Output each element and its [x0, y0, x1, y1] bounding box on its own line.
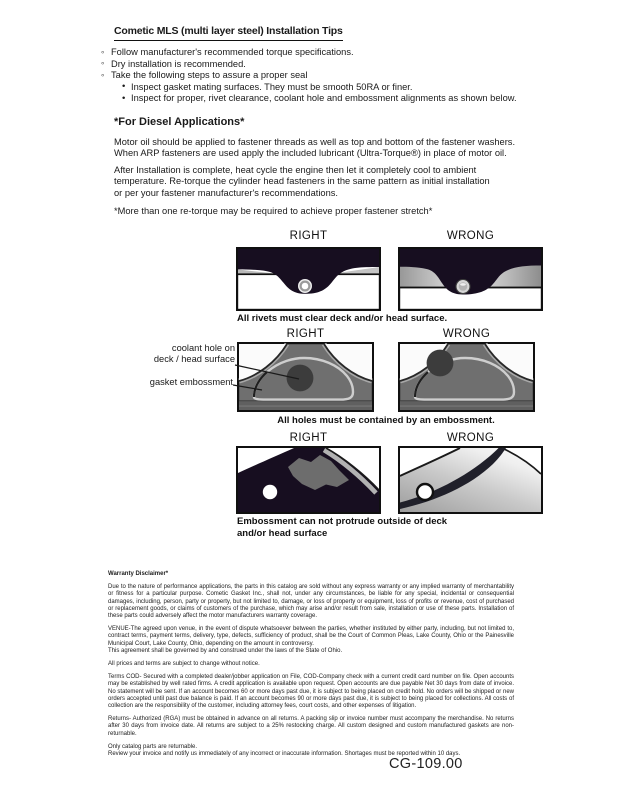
list-item: ◦ Dry installation is recommended. [101, 59, 517, 71]
embossment-wrong-label: WRONG [446, 432, 495, 444]
page-title: Cometic MLS (multi layer steel) Installation Tips [114, 25, 343, 41]
warranty-heading: Warranty Disclaimer* [108, 571, 169, 577]
embossment-caption: Embossment can not protrude outside of deck and/or head surface [237, 516, 448, 539]
catalog-code: CG-109.00 [389, 756, 463, 772]
governing-law-clause: This agreement shall be governed by and construed under the laws of the State of Ohio. [108, 647, 343, 654]
holes-wrong-figure [398, 342, 535, 412]
rivets-right-label: RIGHT [289, 230, 328, 242]
prices-clause: All prices and terms are subject to change without notice. [108, 661, 260, 668]
embossment-right-label: RIGHT [289, 432, 328, 444]
retorque-note: *More than one re-torque may be required to achieve proper fastener stretch* [114, 206, 433, 216]
tips-list [101, 47, 517, 105]
embossment-right-figure [236, 446, 381, 514]
rivets-wrong-figure [398, 247, 543, 311]
venue-clause: VENUE-The agreed upon venue, in the event of dispute whatsoever between the parties, whether instituted by either party, including, but not limited to, contract terms, payment terms, delivery, type, defects, sufficiency of product, shall be the Court of Common Pleas, Lake County, Ohio or the Painesville Municipal Court, Lake County, Ohio, depending on the amount in controversy. [108, 626, 514, 647]
embossment-wrong-figure [398, 446, 543, 514]
coolant-hole-label: coolant hole on deck / head surface [153, 343, 235, 365]
rivets-right-figure [236, 247, 381, 311]
holes-caption: All holes must be contained by an embossment. [277, 415, 495, 426]
review-invoice-clause: Review your invoice and notify us immediately of any incorrect or inaccurate information. Shortages must be reported within 10 days. [108, 751, 461, 758]
rivets-caption: All rivets must clear deck and/or head surface. [237, 313, 448, 324]
diesel-paragraph-2: After Installation is complete, heat cycle the engine then let it completely cool to ambient temperature. Re-torque the cylinder head fasteners in the same pattern as initial installation or per your fastener manufacturer's recommendations. [114, 165, 490, 198]
catalog-only-clause: Only catalog parts are returnable. [108, 743, 198, 750]
list-item: ◦ Take the following steps to assure a proper seal [101, 70, 517, 82]
list-item: ◦ Follow manufacturer's recommended torque specifications. [101, 47, 517, 59]
returns-clause: Returns- Authorized (RGA) must be obtained in advance on all returns. A packing slip or invoice number must accompany the merchandise. No returns after 30 days from invoice date. All returns are subject to a 25% restocking charge. All custom designed and custom manufactured gaskets are non-returnable. [108, 716, 514, 737]
holes-right-label: RIGHT [286, 328, 325, 340]
sub-list-item: • Inspect for proper, rivet clearance, coolant hole and embossment alignments as shown below. [122, 93, 517, 105]
warranty-body: Due to the nature of performance applications, the parts in this catalog are sold without any express warranty or any implied warranty of merchantability or fitness for a particular purpose. Cometic Gasket Inc., shall not, under any circumstances, be liable for any special, incidental or consequential damages, including, person, party or property, but not limited to, damage, or loss of property or equipment, loss of profits or revenue, cost of purchased or replacement goods, or claims of customers of the purchase, which may arise and/or result from sale, installation or use of these parts. Installation of these parts could adversely affect the motor manufacturers warranty coverage. [108, 584, 514, 620]
sub-list-item: • Inspect gasket mating surfaces. They must be smooth 50RA or finer. [122, 82, 517, 94]
rivets-wrong-label: WRONG [446, 230, 495, 242]
leader-lines [233, 360, 305, 395]
diesel-heading: *For Diesel Applications* [114, 116, 245, 128]
holes-wrong-label: WRONG [442, 328, 491, 340]
diesel-paragraph-1: Motor oil should be applied to fastener threads as well as top and bottom of the fastener washers. When ARP fasteners are used apply the included lubricant (Ultra-Torque®) in place of motor oil. [114, 137, 516, 159]
legal-section [108, 571, 514, 758]
terms-cod-clause: Terms COD- Secured with a completed dealer/jobber application on File, COD-Company check with a current credit card number on file. Open accounts may be established by well rated firms. A credit application is available upon request. Open accounts are due payable Net 30 days from date of invoice. No statement will be sent. If an account becomes 60 or more days past due, it is subject to being placed on credit hold. No orders will be shipped or new orders accepted until past due balance is paid. If an account becomes 90 or more days past due, it is subject to being placed for collections. All costs of collection are the responsibility of the customer, including attorney fees, court costs, and other expenses of litigation. [108, 674, 514, 710]
gasket-embossment-label: gasket embossment [149, 377, 233, 387]
